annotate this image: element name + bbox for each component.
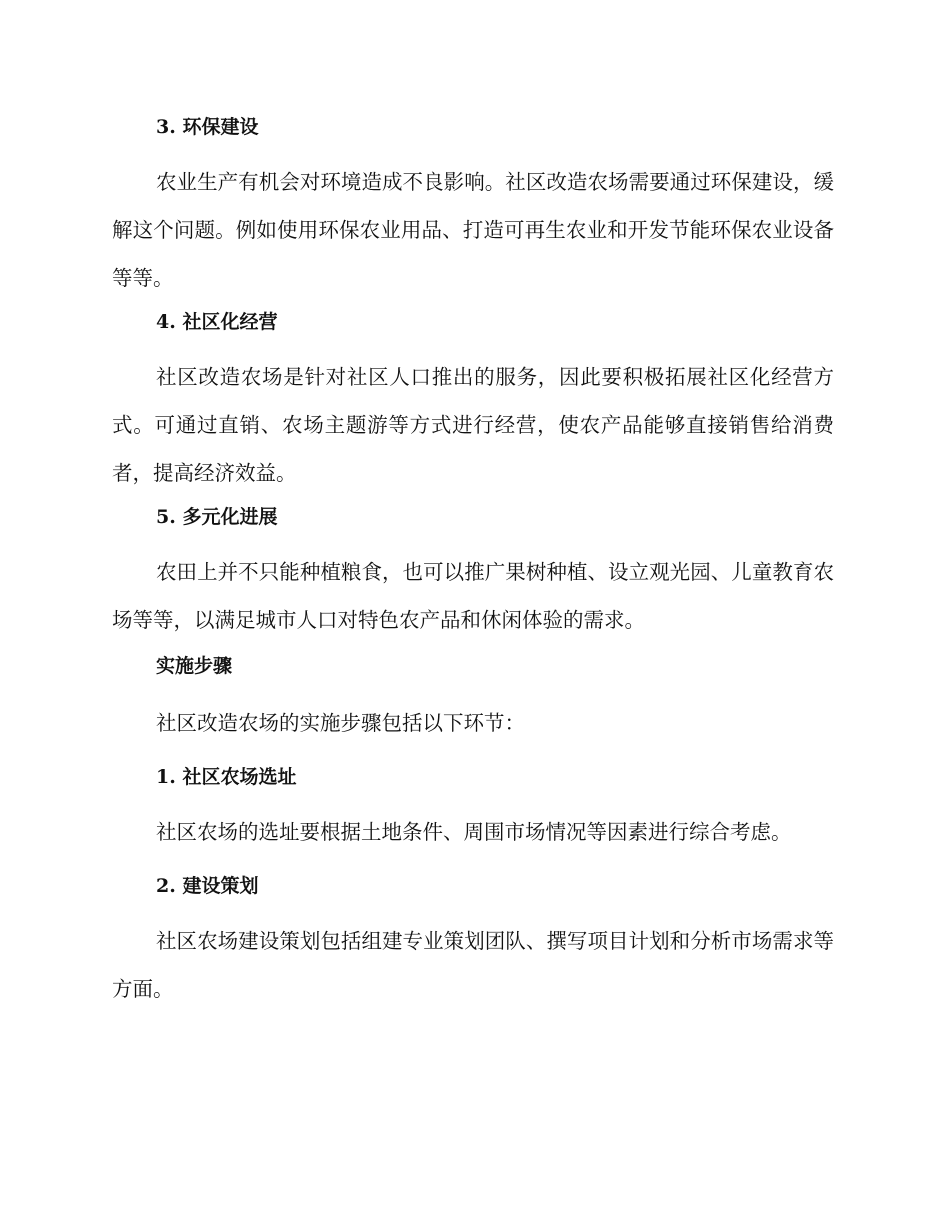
section-heading-environmental: 3. 环保建设 — [156, 116, 259, 138]
section-heading-planning: 2. 建设策划 — [156, 875, 259, 897]
section-body-diversification: 农田上并不只能种植粮食，也可以推广果树种植、设立观光园、儿童教育农场等等，以满足城市人口对特色农产品和休闲体验的需求。 — [112, 560, 834, 632]
section-body-planning: 社区农场建设策划包括组建专业策划团队、撰写项目计划和分析市场需求等方面。 — [112, 929, 834, 1001]
section-body-environmental: 农业生产有机会对环境造成不良影响。社区改造农场需要通过环保建设，缓解这个问题。例如使用环保农业用品、打造可再生农业和开发节能环保农业设备等等。 — [112, 170, 834, 290]
section-heading-implementation: 实施步骤 — [156, 655, 233, 677]
section-body-site-selection: 社区农场的选址要根据土地条件、周围市场情况等因素进行综合考虑。 — [156, 820, 792, 844]
section-body-community-operation: 社区改造农场是针对社区人口推出的服务，因此要积极拓展社区化经营方式。可通过直销、农场主题游等方式进行经营，使农产品能够直接销售给消费者，提高经济效益。 — [112, 365, 834, 485]
section-heading-community-operation: 4. 社区化经营 — [156, 311, 278, 333]
section-heading-diversification: 5. 多元化进展 — [156, 506, 278, 528]
section-body-implementation: 社区改造农场的实施步骤包括以下环节： — [156, 711, 525, 735]
section-heading-site-selection: 1. 社区农场选址 — [156, 766, 297, 788]
